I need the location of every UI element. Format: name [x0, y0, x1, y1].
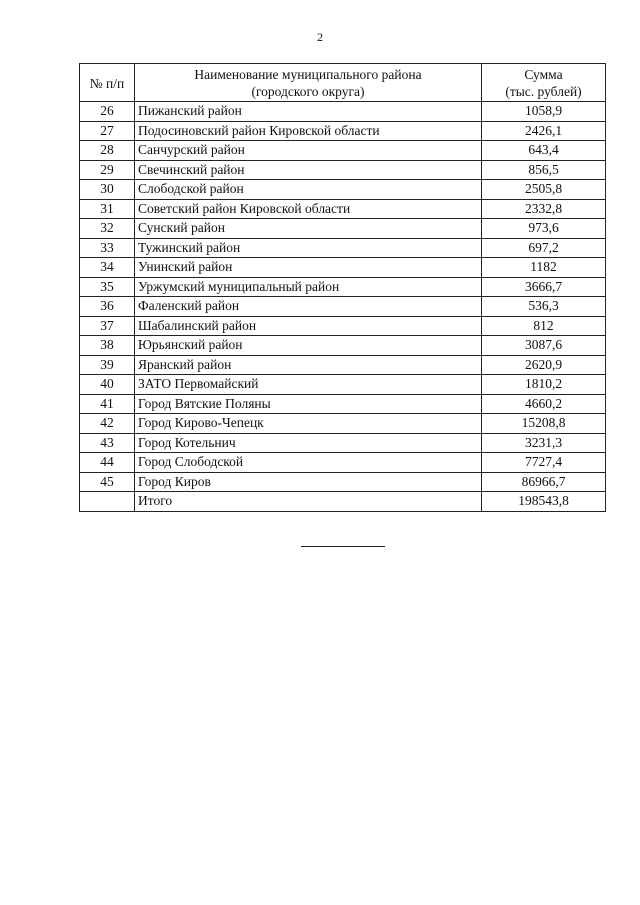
table-row — [80, 375, 606, 395]
row-num: 44 — [80, 453, 135, 473]
table-row — [80, 121, 606, 141]
table-row — [80, 433, 606, 453]
row-num: 40 — [80, 375, 135, 395]
row-num: 39 — [80, 355, 135, 375]
row-num: 30 — [80, 180, 135, 200]
table-row — [80, 277, 606, 297]
table-row — [80, 355, 606, 375]
row-name: Город Слободской — [135, 453, 482, 473]
row-num: 32 — [80, 219, 135, 239]
total-label: Итого — [135, 492, 482, 512]
total-num — [80, 492, 135, 512]
row-sum: 973,6 — [482, 219, 606, 239]
row-name: Унинский район — [135, 258, 482, 278]
row-num: 28 — [80, 141, 135, 161]
row-name: Санчурский район — [135, 141, 482, 161]
row-sum: 1810,2 — [482, 375, 606, 395]
row-name: Город Котельнич — [135, 433, 482, 453]
table-row — [80, 258, 606, 278]
row-name: Пижанский район — [135, 102, 482, 122]
table-row — [80, 472, 606, 492]
row-sum: 697,2 — [482, 238, 606, 258]
row-name: Подосиновский район Кировской области — [135, 121, 482, 141]
header-sum-line2: (тыс. рублей) — [505, 84, 582, 99]
row-num: 33 — [80, 238, 135, 258]
table-row — [80, 160, 606, 180]
row-name: Советский район Кировской области — [135, 199, 482, 219]
row-sum: 7727,4 — [482, 453, 606, 473]
row-sum: 1182 — [482, 258, 606, 278]
row-num: 29 — [80, 160, 135, 180]
header-num: № п/п — [80, 64, 135, 102]
row-num: 27 — [80, 121, 135, 141]
row-num: 42 — [80, 414, 135, 434]
header-sum — [482, 64, 606, 102]
row-name: Юрьянский район — [135, 336, 482, 356]
row-num: 34 — [80, 258, 135, 278]
row-name: Город Кирово-Чепецк — [135, 414, 482, 434]
page-number: 2 — [317, 30, 323, 44]
row-sum: 2426,1 — [482, 121, 606, 141]
table-row — [80, 453, 606, 473]
row-name: Слободской район — [135, 180, 482, 200]
table-body — [80, 102, 606, 512]
row-sum: 2620,9 — [482, 355, 606, 375]
table-row — [80, 297, 606, 317]
row-num: 36 — [80, 297, 135, 317]
table-row — [80, 394, 606, 414]
row-name: Уржумский муниципальный район — [135, 277, 482, 297]
row-sum: 3087,6 — [482, 336, 606, 356]
row-sum: 3231,3 — [482, 433, 606, 453]
table-row — [80, 316, 606, 336]
row-name: Фаленский район — [135, 297, 482, 317]
row-sum: 812 — [482, 316, 606, 336]
end-rule — [301, 546, 385, 547]
row-sum: 536,3 — [482, 297, 606, 317]
table-row — [80, 199, 606, 219]
row-num: 37 — [80, 316, 135, 336]
row-num: 41 — [80, 394, 135, 414]
header-sum-line1: Сумма — [524, 67, 563, 82]
table-row — [80, 238, 606, 258]
row-sum: 856,5 — [482, 160, 606, 180]
header-name-line2: (городского округа) — [251, 84, 365, 99]
row-name: Город Вятские Поляны — [135, 394, 482, 414]
row-num: 38 — [80, 336, 135, 356]
row-name: Яранский район — [135, 355, 482, 375]
row-num: 43 — [80, 433, 135, 453]
row-sum: 4660,2 — [482, 394, 606, 414]
row-name: Город Киров — [135, 472, 482, 492]
header-name-line1: Наименование муниципального района — [194, 67, 422, 82]
header-name — [135, 64, 482, 102]
row-name: Сунский район — [135, 219, 482, 239]
row-name: Тужинский район — [135, 238, 482, 258]
budget-table — [79, 63, 606, 512]
header-row — [80, 64, 606, 102]
row-sum: 1058,9 — [482, 102, 606, 122]
row-sum: 643,4 — [482, 141, 606, 161]
table-row — [80, 180, 606, 200]
row-sum: 2505,8 — [482, 180, 606, 200]
row-sum: 15208,8 — [482, 414, 606, 434]
row-sum: 86966,7 — [482, 472, 606, 492]
table-row — [80, 336, 606, 356]
row-num: 35 — [80, 277, 135, 297]
total-row — [80, 492, 606, 512]
row-name: ЗАТО Первомайский — [135, 375, 482, 395]
row-name: Шабалинский район — [135, 316, 482, 336]
row-sum: 3666,7 — [482, 277, 606, 297]
row-num: 31 — [80, 199, 135, 219]
row-name: Свечинский район — [135, 160, 482, 180]
table-header — [80, 64, 606, 102]
table-row — [80, 414, 606, 434]
row-num: 26 — [80, 102, 135, 122]
table-row — [80, 219, 606, 239]
table-row — [80, 141, 606, 161]
row-sum: 2332,8 — [482, 199, 606, 219]
table-row — [80, 102, 606, 122]
row-num: 45 — [80, 472, 135, 492]
total-sum: 198543,8 — [482, 492, 606, 512]
